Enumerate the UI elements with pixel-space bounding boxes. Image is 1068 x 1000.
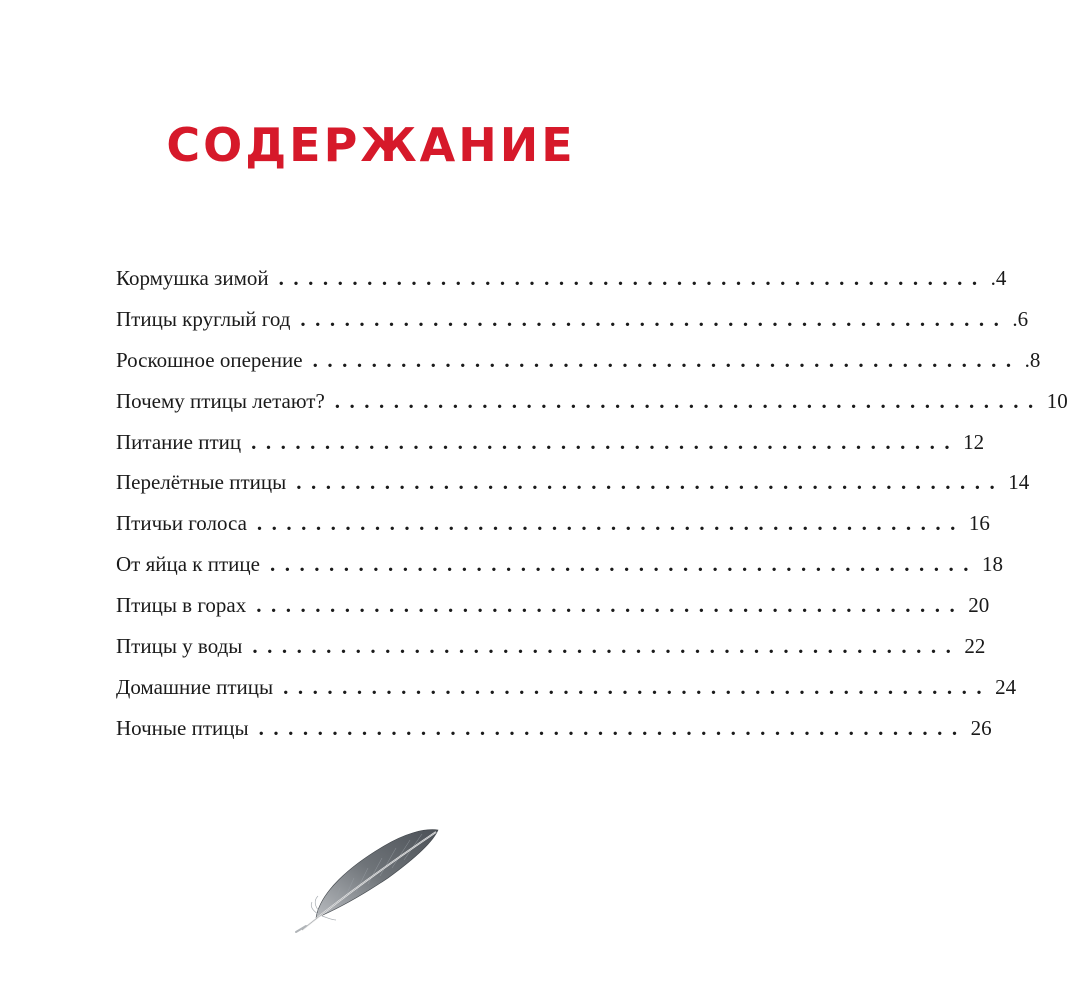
toc-entry[interactable] [116, 708, 992, 749]
toc-leader-dots: ................................................ [256, 511, 965, 536]
toc-entry-label: Роскошное оперение [116, 347, 303, 372]
toc-leader-dots: ................................................ [312, 347, 1021, 372]
toc-entry-page: .8 [1024, 347, 1041, 372]
toc-leader-dots: ................................................ [283, 674, 992, 699]
toc-entry[interactable] [116, 585, 990, 626]
toc-leader-dots: ................................................ [252, 634, 961, 659]
toc-entry[interactable] [116, 258, 1007, 299]
toc-entry[interactable] [116, 422, 985, 463]
table-of-contents [116, 258, 1068, 749]
toc-entry-label: Птицы круглый год [116, 306, 291, 331]
toc-entry-label: Птицы в горах [116, 593, 247, 618]
toc-entry-page: 22 [964, 634, 986, 659]
toc-entry-page: 12 [963, 429, 985, 454]
toc-entry[interactable] [116, 381, 1068, 422]
toc-entry[interactable] [116, 462, 1030, 503]
toc-entry-page: 14 [1008, 470, 1030, 495]
toc-leader-dots: ................................................ [256, 593, 965, 618]
toc-entry[interactable] [116, 503, 990, 544]
toc-entry-label: Питание птиц [116, 429, 242, 454]
toc-entry-page: 18 [981, 552, 1003, 577]
toc-entry-page: .6 [1012, 306, 1029, 331]
toc-entry-label: Кормушка зимой [116, 266, 269, 290]
toc-entry[interactable] [116, 544, 1003, 585]
toc-entry-label: Птичьи голоса [116, 511, 247, 536]
toc-entry-page: 16 [968, 511, 990, 536]
toc-entry[interactable] [116, 340, 1041, 381]
toc-leader-dots: ................................................ [258, 715, 967, 740]
toc-entry-page: 10 [1046, 388, 1068, 413]
toc-entry[interactable] [116, 626, 986, 667]
toc-leader-dots: ................................................ [300, 306, 1009, 331]
toc-entry[interactable] [116, 667, 1017, 708]
toc-entry-label: Птицы у воды [116, 634, 243, 659]
toc-entry-label: Домашние птицы [116, 674, 274, 699]
toc-entry-page: 24 [995, 674, 1017, 699]
toc-entry-page: .4 [990, 266, 1007, 290]
toc-entry-label: Почему птицы летают? [116, 388, 325, 413]
page-title: СОДЕРЖАНИЕ [166, 118, 576, 172]
toc-leader-dots: ................................................ [334, 388, 1043, 413]
toc-entry-label: От яйца к птице [116, 552, 260, 577]
toc-leader-dots: ................................................ [278, 266, 987, 290]
toc-entry-page: 26 [970, 715, 992, 740]
toc-leader-dots: ................................................ [296, 470, 1005, 495]
toc-entry-label: Ночные птицы [116, 715, 249, 740]
toc-entry[interactable] [116, 299, 1029, 340]
feather-icon [292, 822, 442, 932]
toc-leader-dots: ................................................ [251, 429, 960, 454]
toc-entry-page: 20 [968, 593, 990, 618]
toc-entry-label: Перелётные птицы [116, 470, 287, 495]
toc-leader-dots: ................................................ [269, 552, 978, 577]
